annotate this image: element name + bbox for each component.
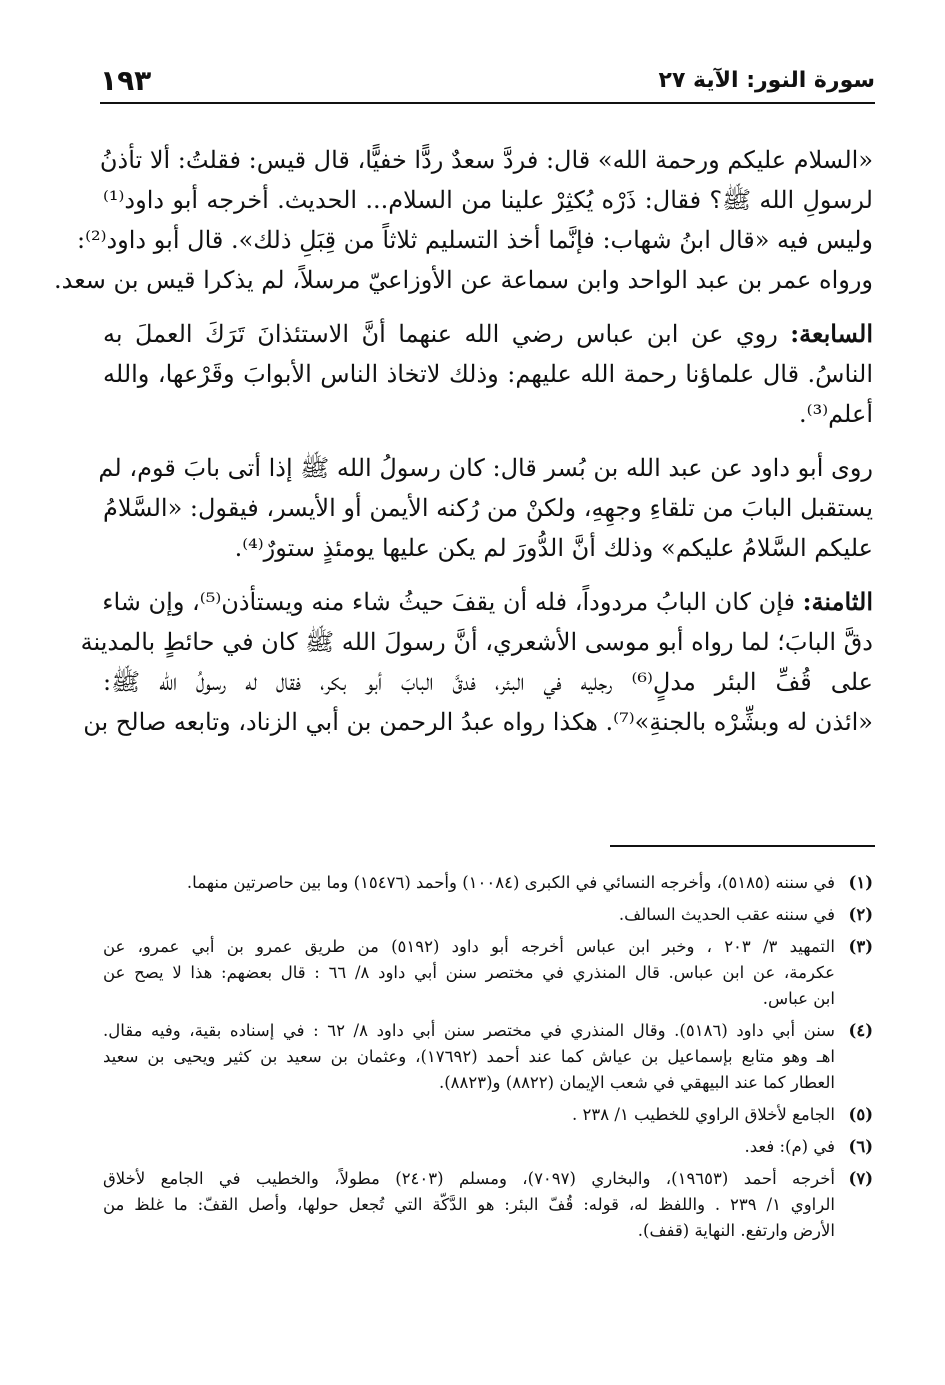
text-line: ورواه عمر بن عبد الواحد وابن سماعة عن الأوزاعيّ مرسلاً، لم يذكرا قيس بن سعد. — [54, 266, 873, 294]
text-line: الناسُ. قال علماؤنا رحمة الله عليهم: وذلك لاتخاذ الناس الأبوابَ وقَرْعها، والله — [103, 360, 873, 388]
footnote-line: في سننه (٥١٨٥)، وأخرجه النسائي في الكبرى (١٠٠٨٤) وأحمد (١٥٤٧٦) وما بين حاصرتين منهما. — [186, 873, 835, 892]
text-span: روي عن ابن عباس رضي الله عنهما أنَّ الاستئذانَ تَرَكَ العملَ به — [103, 320, 778, 348]
text-line: دقَّ البابَ؛ لما رواه أبو موسى الأشعري، أنَّ رسولَ الله ﷺ كان في حائطٍ بالمدينة — [80, 628, 873, 656]
footnote-line: أخرجه أحمد (١٩٦٥٣)، والبخاري (٧٠٩٧)، ومسلم (٢٤٠٣) مطولاً، والخطيب في الجامع لأخلاق — [103, 1169, 835, 1188]
footnote — [103, 1018, 873, 1096]
footnote-number: (١) — [848, 873, 873, 892]
footnote-number: (٤) — [848, 1021, 873, 1040]
text-line — [103, 582, 873, 622]
footnote-number: (٦) — [848, 1137, 873, 1156]
footnote-line: اهـ وهو متابع بإسماعيل بن عياش كما عند أحمد (١٧٦٩٢)، وعثمان بن سعيد بن كثير ويحيى بن سعيد — [103, 1047, 835, 1066]
footnote-line: الجامع لأخلاق الراوي للخطيب ١/ ٢٣٨ . — [572, 1105, 835, 1124]
footnote-number: (٢) — [848, 905, 873, 924]
footnote-number: (٣) — [848, 937, 873, 956]
section-label: السابعة: — [790, 319, 873, 348]
footnote — [103, 902, 873, 928]
text-line: عليكم السَّلامُ عليكم» وذلك أنَّ الدُّورَ لم يكن عليها يومئذٍ ستورٌ⁽⁴⁾. — [234, 534, 873, 562]
footnote-line: التمهيد ٣/ ٢٠٣ ، وخبر ابن عباس أخرجه أبو داود (٥١٩٢) من طريق عمرو بن أبي عمرو، عن — [103, 937, 835, 956]
main-text — [54, 140, 874, 742]
text-line: «ائذن له وبشِّرْه بالجنةِ»⁽⁷⁾. هكذا رواه عبدُ الرحمن بن أبي الزناد، وتابعه صالح بن — [83, 708, 873, 736]
page-header — [100, 62, 875, 104]
footnote — [103, 1166, 873, 1244]
section-label: الثامنة: — [802, 587, 873, 616]
text-line — [103, 314, 873, 354]
text-line: على قُفِّ البئر مدلٍ⁽⁶⁾ رجليه في البئر، فدقَّ البابَ أبو بكر، فقال له رسولُ الله ﷺ: — [103, 668, 874, 696]
text-line: «السلام عليكم ورحمة الله» قال: فردَّ سعدٌ ردًّا خفيًّا، قال قيس: فقلتُ: ألا تأذنُ — [99, 146, 873, 174]
text-line: روى أبو داود عن عبد الله بن بُسر قال: كان رسولُ الله ﷺ إذا أتى بابَ قوم، لم — [98, 454, 873, 482]
text-line: يستقبل البابَ من تلقاءِ وجهِهِ، ولكنْ من رُكنه الأيمن أو الأيسر، فيقول: «السَّلامُ — [103, 494, 873, 522]
footnote — [103, 1134, 873, 1160]
footnotes — [103, 870, 873, 1250]
footnote-line: في سننه عقب الحديث السالف. — [618, 905, 835, 924]
footnote — [103, 870, 873, 896]
footnote — [103, 934, 873, 1012]
text-span: فإن كان البابُ مردوداً، فله أن يقفَ حيثُ شاء منه ويستأذن⁽⁵⁾، وإن شاء — [102, 588, 795, 616]
footnote-line: سنن أبي داود (٥١٨٦). وقال المنذري في مختصر سنن أبي داود ٨/ ٦٢ : في إسناده بقية، وفيه مقال. — [103, 1021, 836, 1040]
footnote-separator — [610, 845, 875, 847]
text-line: أعلم⁽³⁾. — [799, 400, 873, 428]
footnote-line: الأرض وارتفع. النهاية (قفف). — [637, 1221, 835, 1240]
footnote-line: العطار كما عند البيهقي في شعب الإيمان (٨٨٢٢) و(٨٨٢٣). — [438, 1073, 835, 1092]
page-number: ١٩٣ — [100, 64, 152, 97]
footnote — [103, 1102, 873, 1128]
text-line: وليس فيه «قال ابنُ شهاب: فإنَّما أخذ التسليم ثلاثاً من قِبَلِ ذلك». قال أبو داود⁽²⁾: — [76, 226, 873, 254]
footnote-line: عكرمة، عن ابن عباس. قال المنذري في مختصر سنن أبي داود ٨/ ٦٦ : قال بعضهم: هذا لا يصح عن — [103, 963, 835, 982]
text-line: لرسولِ الله ﷺ؟ فقال: ذَرْه يُكثِرْ علينا من السلام... الحديث. أخرجه أبو داود⁽¹⁾ — [103, 186, 873, 214]
footnote-number: (٧) — [848, 1169, 873, 1188]
footnote-line: في (م): فعد. — [744, 1137, 835, 1156]
footnote-number: (٥) — [848, 1105, 873, 1124]
footnote-line: الراوي ١/ ٢٣٩ . واللفظ له، قوله: قُفّ البئر: هو الدَّكّة التي تُجعل حولها، وأصل القفّ: ما غلظ من — [103, 1195, 835, 1214]
footnote-line: ابن عباس. — [762, 989, 835, 1008]
surah-title: سورة النور: الآية ٢٧ — [658, 68, 875, 93]
